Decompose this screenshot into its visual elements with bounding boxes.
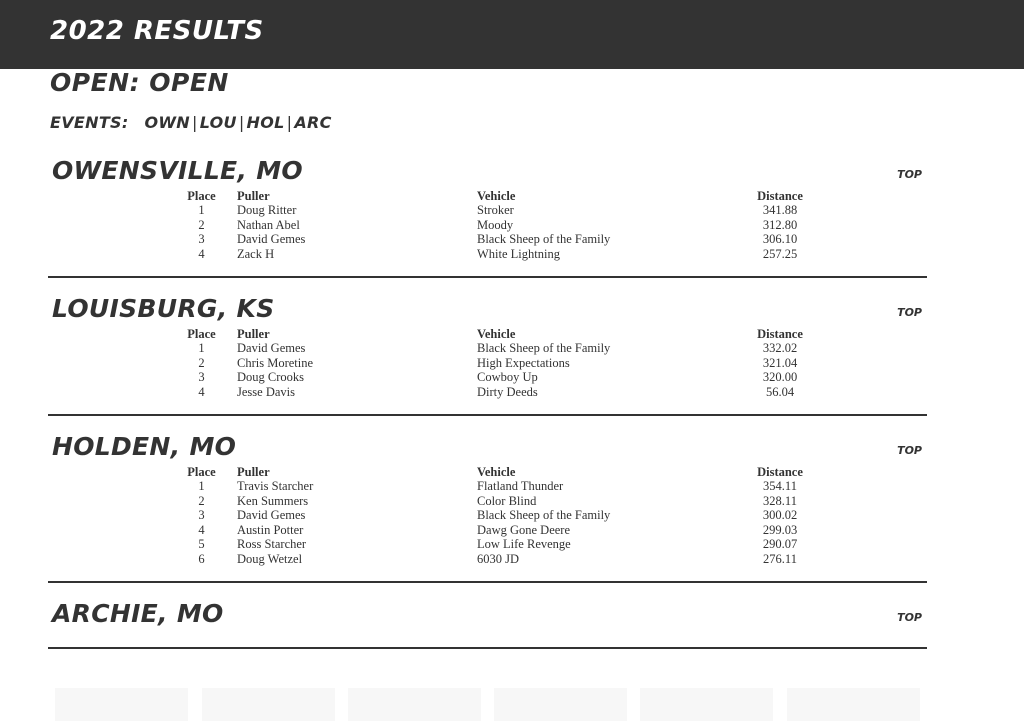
distance-cell: 257.25	[762, 246, 798, 261]
vehicle-cell: Black Sheep of the Family	[477, 341, 611, 356]
event-link-own[interactable]: OWN	[144, 113, 190, 132]
distance-cell: 321.04	[762, 355, 798, 370]
footer-placeholder	[55, 688, 188, 721]
separator: |	[286, 113, 293, 132]
puller-cell: Jesse Davis	[237, 384, 295, 399]
vehicle-cell: High Expectations	[477, 355, 570, 370]
puller-cell: David Gemes	[237, 508, 306, 523]
table-row	[166, 232, 805, 247]
vehicle-cell: 6030 JD	[477, 551, 520, 566]
distance-cell: 354.11	[763, 479, 797, 494]
place-cell: 1	[198, 341, 205, 356]
puller-cell: Doug Ritter	[237, 203, 297, 218]
table-header-row	[166, 188, 805, 203]
table-row	[166, 370, 805, 385]
distance-cell: 320.00	[762, 370, 798, 385]
event-section-holden	[48, 432, 927, 583]
col-header-vehicle: Vehicle	[477, 188, 516, 203]
table-row	[166, 508, 805, 523]
table-row	[166, 552, 805, 567]
place-cell: 2	[198, 493, 205, 508]
col-header-distance: Distance	[757, 464, 803, 479]
place-cell: 3	[198, 232, 205, 247]
section-title: LOUISBURG, KS	[52, 294, 275, 323]
puller-cell: Doug Crooks	[237, 370, 305, 385]
vehicle-cell: Cowboy Up	[477, 370, 538, 385]
col-header-place: Place	[187, 464, 216, 479]
section-title: OWENSVILLE, MO	[52, 156, 303, 185]
vehicle-cell: Dawg Gone Deere	[477, 522, 571, 537]
table-row	[166, 341, 805, 356]
place-cell: 4	[198, 384, 205, 399]
vehicle-cell: Flatland Thunder	[477, 479, 564, 494]
vehicle-cell: Low Life Revenge	[477, 537, 571, 552]
col-header-puller: Puller	[237, 188, 270, 203]
vehicle-cell: Black Sheep of the Family	[477, 508, 611, 523]
puller-cell: Austin Potter	[237, 522, 304, 537]
results-table	[166, 464, 805, 566]
distance-cell: 299.03	[762, 522, 798, 537]
distance-cell: 300.02	[762, 508, 798, 523]
distance-cell: 332.02	[762, 341, 798, 356]
table-row	[166, 479, 805, 494]
table-row	[166, 203, 805, 218]
vehicle-cell: Moody	[477, 217, 514, 232]
place-cell: 5	[198, 537, 205, 552]
table-row	[166, 218, 805, 233]
col-header-vehicle: Vehicle	[477, 326, 516, 341]
puller-cell: Chris Moretine	[237, 355, 314, 370]
top-link[interactable]: TOP	[897, 611, 922, 624]
distance-cell: 312.80	[762, 217, 798, 232]
place-cell: 1	[198, 203, 205, 218]
table-header-row	[166, 464, 805, 479]
place-cell: 3	[198, 370, 205, 385]
class-title: OPEN: OPEN	[50, 68, 229, 97]
vehicle-cell: Black Sheep of the Family	[477, 232, 611, 247]
event-link-hol[interactable]: HOL	[246, 113, 285, 132]
table-row	[166, 537, 805, 552]
footer-placeholder	[640, 688, 773, 721]
events-label: EVENTS:	[50, 113, 129, 132]
place-cell: 2	[198, 355, 205, 370]
table-row	[166, 494, 805, 509]
col-header-puller: Puller	[237, 464, 270, 479]
puller-cell: Ross Starcher	[237, 537, 307, 552]
separator: |	[192, 113, 198, 132]
place-cell: 1	[198, 479, 205, 494]
vehicle-cell: White Lightning	[477, 246, 560, 261]
page-title: 2022 RESULTS	[50, 16, 264, 46]
puller-cell: Ken Summers	[237, 493, 309, 508]
table-row	[166, 356, 805, 371]
footer-placeholder	[202, 688, 335, 721]
puller-cell: Nathan Abel	[237, 217, 300, 232]
puller-cell: Travis Starcher	[237, 479, 314, 494]
events-nav	[50, 113, 332, 132]
event-link-lou[interactable]: LOU	[199, 113, 237, 132]
top-link[interactable]: TOP	[897, 444, 922, 457]
distance-cell: 341.88	[762, 203, 798, 218]
col-header-vehicle: Vehicle	[477, 464, 516, 479]
event-link-arc[interactable]: ARC	[294, 113, 332, 132]
distance-cell: 328.11	[763, 493, 797, 508]
col-header-place: Place	[187, 326, 216, 341]
puller-cell: Zack H	[237, 246, 275, 261]
col-header-distance: Distance	[757, 188, 803, 203]
results-table	[166, 326, 805, 399]
top-link[interactable]: TOP	[897, 168, 922, 181]
col-header-puller: Puller	[237, 326, 270, 341]
section-title: ARCHIE, MO	[52, 599, 224, 628]
event-section-owensville	[48, 156, 927, 278]
separator: |	[238, 113, 245, 132]
footer-placeholder	[494, 688, 627, 721]
distance-cell: 56.04	[765, 384, 795, 399]
table-row	[166, 385, 805, 400]
results-table	[166, 188, 805, 261]
distance-cell: 306.10	[762, 232, 798, 247]
place-cell: 4	[198, 522, 205, 537]
vehicle-cell: Dirty Deeds	[477, 384, 538, 399]
place-cell: 4	[198, 246, 205, 261]
distance-cell: 290.07	[762, 537, 798, 552]
table-row	[166, 523, 805, 538]
vehicle-cell: Color Blind	[477, 493, 537, 508]
footer-placeholder	[787, 688, 920, 721]
puller-cell: David Gemes	[237, 341, 306, 356]
footer-placeholder	[348, 688, 481, 721]
table-row	[166, 247, 805, 262]
event-section-archie	[48, 599, 927, 649]
top-link[interactable]: TOP	[897, 306, 922, 319]
vehicle-cell: Stroker	[477, 203, 514, 218]
page-header	[0, 0, 1024, 69]
puller-cell: Doug Wetzel	[237, 551, 303, 566]
event-section-louisburg	[48, 294, 927, 416]
col-header-place: Place	[187, 188, 216, 203]
place-cell: 6	[198, 551, 205, 566]
distance-cell: 276.11	[763, 551, 797, 566]
table-header-row	[166, 326, 805, 341]
place-cell: 2	[198, 217, 205, 232]
place-cell: 3	[198, 508, 205, 523]
col-header-distance: Distance	[757, 326, 803, 341]
section-title: HOLDEN, MO	[52, 432, 237, 461]
puller-cell: David Gemes	[237, 232, 306, 247]
